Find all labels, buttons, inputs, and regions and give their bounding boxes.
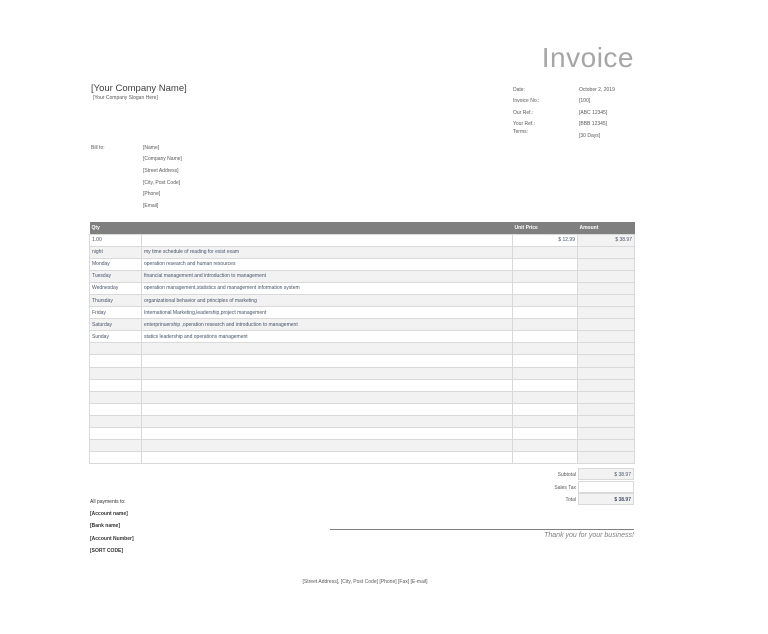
cell-qty (90, 355, 142, 367)
cell-amount (578, 379, 635, 391)
bank-name: [Bank name] (90, 523, 121, 529)
cell-amount (578, 282, 635, 294)
table-row (90, 367, 635, 379)
cell-unit-price (513, 319, 578, 331)
table-row (90, 307, 635, 319)
cell-description: statics leadership and operations management (142, 331, 513, 343)
cell-description (142, 355, 513, 367)
cell-unit-price (513, 367, 578, 379)
company-slogan: [Your Company Slogan Here] (93, 95, 158, 101)
account-name: [Account name] (90, 511, 128, 517)
bill-to-street: [Street Address] (143, 168, 179, 174)
cell-qty: 1.00 (90, 234, 142, 246)
table-row (90, 355, 635, 367)
cell-amount: $ 38.97 (578, 234, 635, 246)
cell-description: operation management,statistics and management information system (142, 282, 513, 294)
table-row (90, 440, 635, 452)
table-row (90, 294, 635, 306)
meta-your-ref-value: [BBB 12345] (579, 121, 608, 127)
cell-description (142, 343, 513, 355)
line-items-table (89, 222, 635, 464)
cell-qty: night (90, 246, 142, 258)
cell-amount (578, 331, 635, 343)
cell-description: financial management and introduction to management (142, 270, 513, 282)
cell-qty: Wednesday (90, 282, 142, 294)
sort-code: [SORT CODE] (90, 548, 124, 554)
cell-unit-price (513, 331, 578, 343)
cell-qty: Friday (90, 307, 142, 319)
table-row (90, 258, 635, 270)
header-amount: Amount (578, 222, 635, 234)
sales-tax-label: Sales Tax (554, 485, 576, 491)
table-row (90, 343, 635, 355)
divider-line (330, 529, 634, 530)
bill-to-company: [Company Name] (143, 156, 182, 162)
cell-amount (578, 452, 635, 464)
header-qty: Qty (90, 222, 142, 234)
cell-amount (578, 440, 635, 452)
cell-description (142, 440, 513, 452)
cell-qty: Saturday (90, 319, 142, 331)
meta-our-ref-label: Our Ref.: (513, 110, 534, 116)
cell-unit-price (513, 379, 578, 391)
cell-unit-price (513, 428, 578, 440)
cell-amount (578, 415, 635, 427)
cell-unit-price (513, 294, 578, 306)
cell-description (142, 452, 513, 464)
cell-qty (90, 452, 142, 464)
cell-description: my time schedule of reading for exist exam (142, 246, 513, 258)
cell-amount (578, 258, 635, 270)
thank-you-note: Thank you for your business! (544, 532, 634, 539)
header-unit-price: Unit Price (513, 222, 578, 234)
cell-amount (578, 270, 635, 282)
cell-description (142, 379, 513, 391)
cell-unit-price (513, 270, 578, 282)
table-row (90, 270, 635, 282)
table-row (90, 415, 635, 427)
subtotal-value: $ 38.97 (578, 468, 634, 480)
table-row (90, 331, 635, 343)
table-header-row (90, 222, 635, 234)
total-value: $ 38.97 (578, 493, 634, 505)
cell-qty (90, 403, 142, 415)
cell-description: International Marketing,leadership,project management (142, 307, 513, 319)
table-row (90, 246, 635, 258)
cell-amount (578, 355, 635, 367)
table-row (90, 379, 635, 391)
total-label: Total (565, 497, 576, 503)
cell-qty (90, 391, 142, 403)
cell-qty (90, 367, 142, 379)
meta-date-value: October 2, 2019 (579, 87, 615, 93)
cell-unit-price (513, 307, 578, 319)
cell-amount (578, 391, 635, 403)
cell-amount (578, 294, 635, 306)
table-row (90, 403, 635, 415)
cell-description (142, 367, 513, 379)
meta-invoice-no-label: Invoice No.: (513, 98, 540, 104)
cell-qty (90, 440, 142, 452)
cell-qty (90, 415, 142, 427)
cell-unit-price (513, 343, 578, 355)
bill-to-label: Bill to: (91, 145, 105, 151)
cell-qty: Thursday (90, 294, 142, 306)
cell-amount (578, 367, 635, 379)
cell-unit-price (513, 403, 578, 415)
invoice-title: Invoice (541, 42, 634, 73)
bill-to-city: [City, Post Code] (143, 180, 181, 186)
cell-qty: Tuesday (90, 270, 142, 282)
cell-qty (90, 379, 142, 391)
table-row (90, 391, 635, 403)
cell-description: organizational behavior and principles of marketing (142, 294, 513, 306)
cell-unit-price (513, 258, 578, 270)
cell-unit-price (513, 391, 578, 403)
meta-terms-value: [30 Days] (579, 133, 601, 139)
cell-unit-price (513, 415, 578, 427)
cell-qty: Monday (90, 258, 142, 270)
bill-to-phone: [Phone] (143, 191, 161, 197)
cell-amount (578, 428, 635, 440)
cell-amount (578, 246, 635, 258)
cell-unit-price (513, 246, 578, 258)
meta-invoice-no-value: [100] (579, 98, 591, 104)
bill-to-email: [Email] (143, 203, 159, 209)
cell-qty (90, 428, 142, 440)
subtotal-label: Subtotal (557, 472, 576, 478)
cell-qty: Sunday (90, 331, 142, 343)
table-row (90, 428, 635, 440)
cell-description (142, 415, 513, 427)
cell-description: operation research and human resources (142, 258, 513, 270)
cell-amount (578, 343, 635, 355)
sales-tax-value (578, 481, 634, 493)
cell-qty (90, 343, 142, 355)
bill-to-name: [Name] (143, 145, 160, 151)
cell-description (142, 403, 513, 415)
table-row (90, 282, 635, 294)
meta-your-ref-label: Your Ref.: (513, 121, 536, 127)
table-row (90, 234, 635, 246)
cell-unit-price (513, 282, 578, 294)
table-row (90, 319, 635, 331)
cell-unit-price (513, 440, 578, 452)
meta-date-label: Date: (513, 87, 525, 93)
account-number: [Account Number] (90, 536, 134, 542)
header-description (142, 222, 513, 234)
cell-unit-price (513, 452, 578, 464)
cell-description (142, 234, 513, 246)
meta-our-ref-value: [ABC 12345] (579, 110, 608, 116)
cell-unit-price: $ 12.99 (513, 234, 578, 246)
meta-terms-label: Terms: (513, 129, 528, 135)
company-name: [Your Company Name] (91, 83, 187, 94)
cell-description (142, 391, 513, 403)
footer-contact: [Street Address], [City, Post Code] [Phone] [Fax] [E-mail] (302, 579, 428, 585)
cell-description (142, 428, 513, 440)
cell-amount (578, 403, 635, 415)
payment-intro: All payments to: (90, 499, 126, 505)
cell-amount (578, 307, 635, 319)
cell-description: enterprinuership ,operation research and introduction to management (142, 319, 513, 331)
table-row (90, 452, 635, 464)
cell-amount (578, 319, 635, 331)
cell-unit-price (513, 355, 578, 367)
